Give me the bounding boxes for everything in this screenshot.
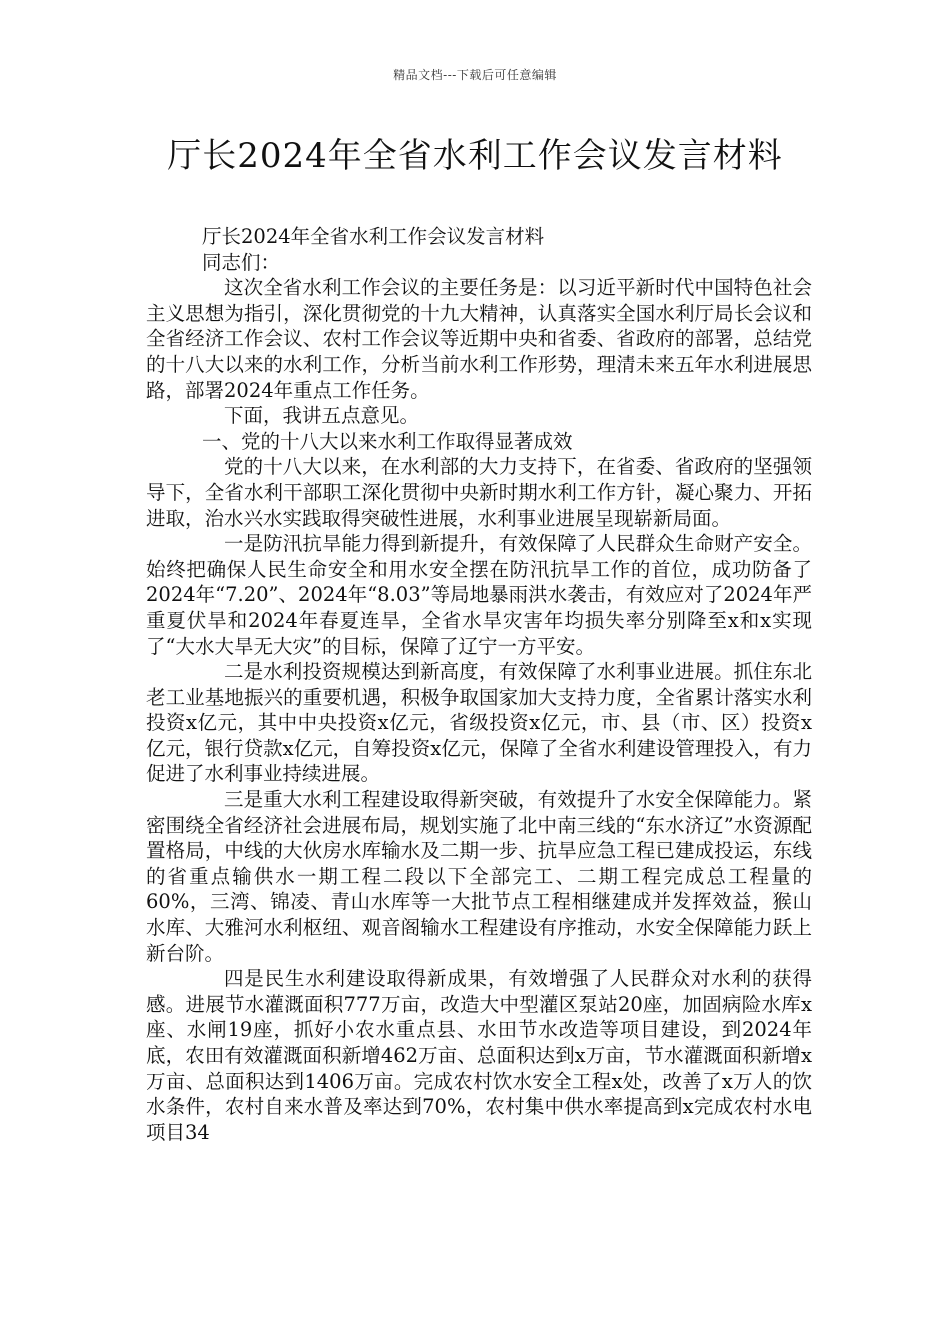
header-note: 精品文档---下载后可任意编辑 <box>393 68 557 82</box>
sub-title: 厅长2024年全省水利工作会议发言材料 <box>202 225 545 248</box>
intro-paragraph: 这次全省水利工作会议的主要任务是：以习近平新时代中国特色社会主义思想为指引，深化贯彻党的十九大精神，认真落实全国水利厅局长会议和全省经济工作会议、农村工作会议等近期中央和省委、省政府的部署，总结党的十八大以来的水利工作，分析当前水利工作形势，理清未来五年水利进展思路，部署2024年重点工作任务。 <box>146 276 812 402</box>
section-paragraph: 三是重大水利工程建设取得新突破，有效提升了水安全保障能力。紧密围绕全省经济社会进展布局，规划实施了北中南三线的“东水济辽”水资源配置格局，中线的大伙房水库输水及二期一步、抗旱应急工程已建成投运，东线的省重点输供水一期工程二段以下全部完工、二期工程完成总工程量的60%，三湾、锦凌、青山水库等一大批节点工程相继建成并发挥效益，猴山水库、大雅河水利枢纽、观音阁输水工程建设有序推动，水安全保障能力跃上新台阶。 <box>146 788 812 965</box>
document-title: 厅长2024年全省水利工作会议发言材料 <box>167 136 783 176</box>
section-paragraph: 一是防汛抗旱能力得到新提升，有效保障了人民群众生命财产安全。始终把确保人民生命安全和用水安全摆在防汛抗旱工作的首位，成功防备了2024年“7.20”、2024年“8.03”等局地暴雨洪水袭击，有效应对了2024年严重夏伏旱和2024年春夏连旱，全省水旱灾害年均损失率分别降至x和x实现了“大水大旱无大灾”的目标，保障了辽宁一方平安。 <box>146 532 812 658</box>
section-paragraph: 四是民生水利建设取得新成果，有效增强了人民群众对水利的获得感。进展节水灌溉面积777万亩，改造大中型灌区泵站20座，加固病险水库x座、水闸19座，抓好小农水重点县、水田节水改造等项目建设，到2024年底，农田有效灌溉面积新增462万亩、总面积达到x万亩，节水灌溉面积新增x万亩、总面积达到1406万亩。完成农村饮水安全工程x处，改善了x万人的饮水条件，农村自来水普及率达到70%，农村集中供水率提高到x完成农村水电项目34 <box>146 967 812 1144</box>
intro-paragraph: 下面，我讲五点意见。 <box>224 404 420 428</box>
greeting: 同志们： <box>202 250 281 274</box>
section-heading: 一、党的十八大以来水利工作取得显著成效 <box>202 429 573 453</box>
section-paragraph: 二是水利投资规模达到新高度，有效保障了水利事业进展。抓住东北老工业基地振兴的重要机遇，积极争取国家加大支持力度，全省累计落实水利投资x亿元，其中中央投资x亿元，省级投资x亿元，市、县（市、区）投资x亿元，银行贷款x亿元，自筹投资x亿元，保障了全省水利建设管理投入，有力促进了水利事业持续进展。 <box>146 660 812 786</box>
document-body <box>146 224 812 1145</box>
section-paragraph: 党的十八大以来，在水利部的大力支持下，在省委、省政府的坚强领导下，全省水利干部职工深化贯彻中央新时期水利工作方针，凝心聚力、开拓进取，治水兴水实践取得突破性进展，水利事业进展呈现崭新局面。 <box>146 455 812 530</box>
